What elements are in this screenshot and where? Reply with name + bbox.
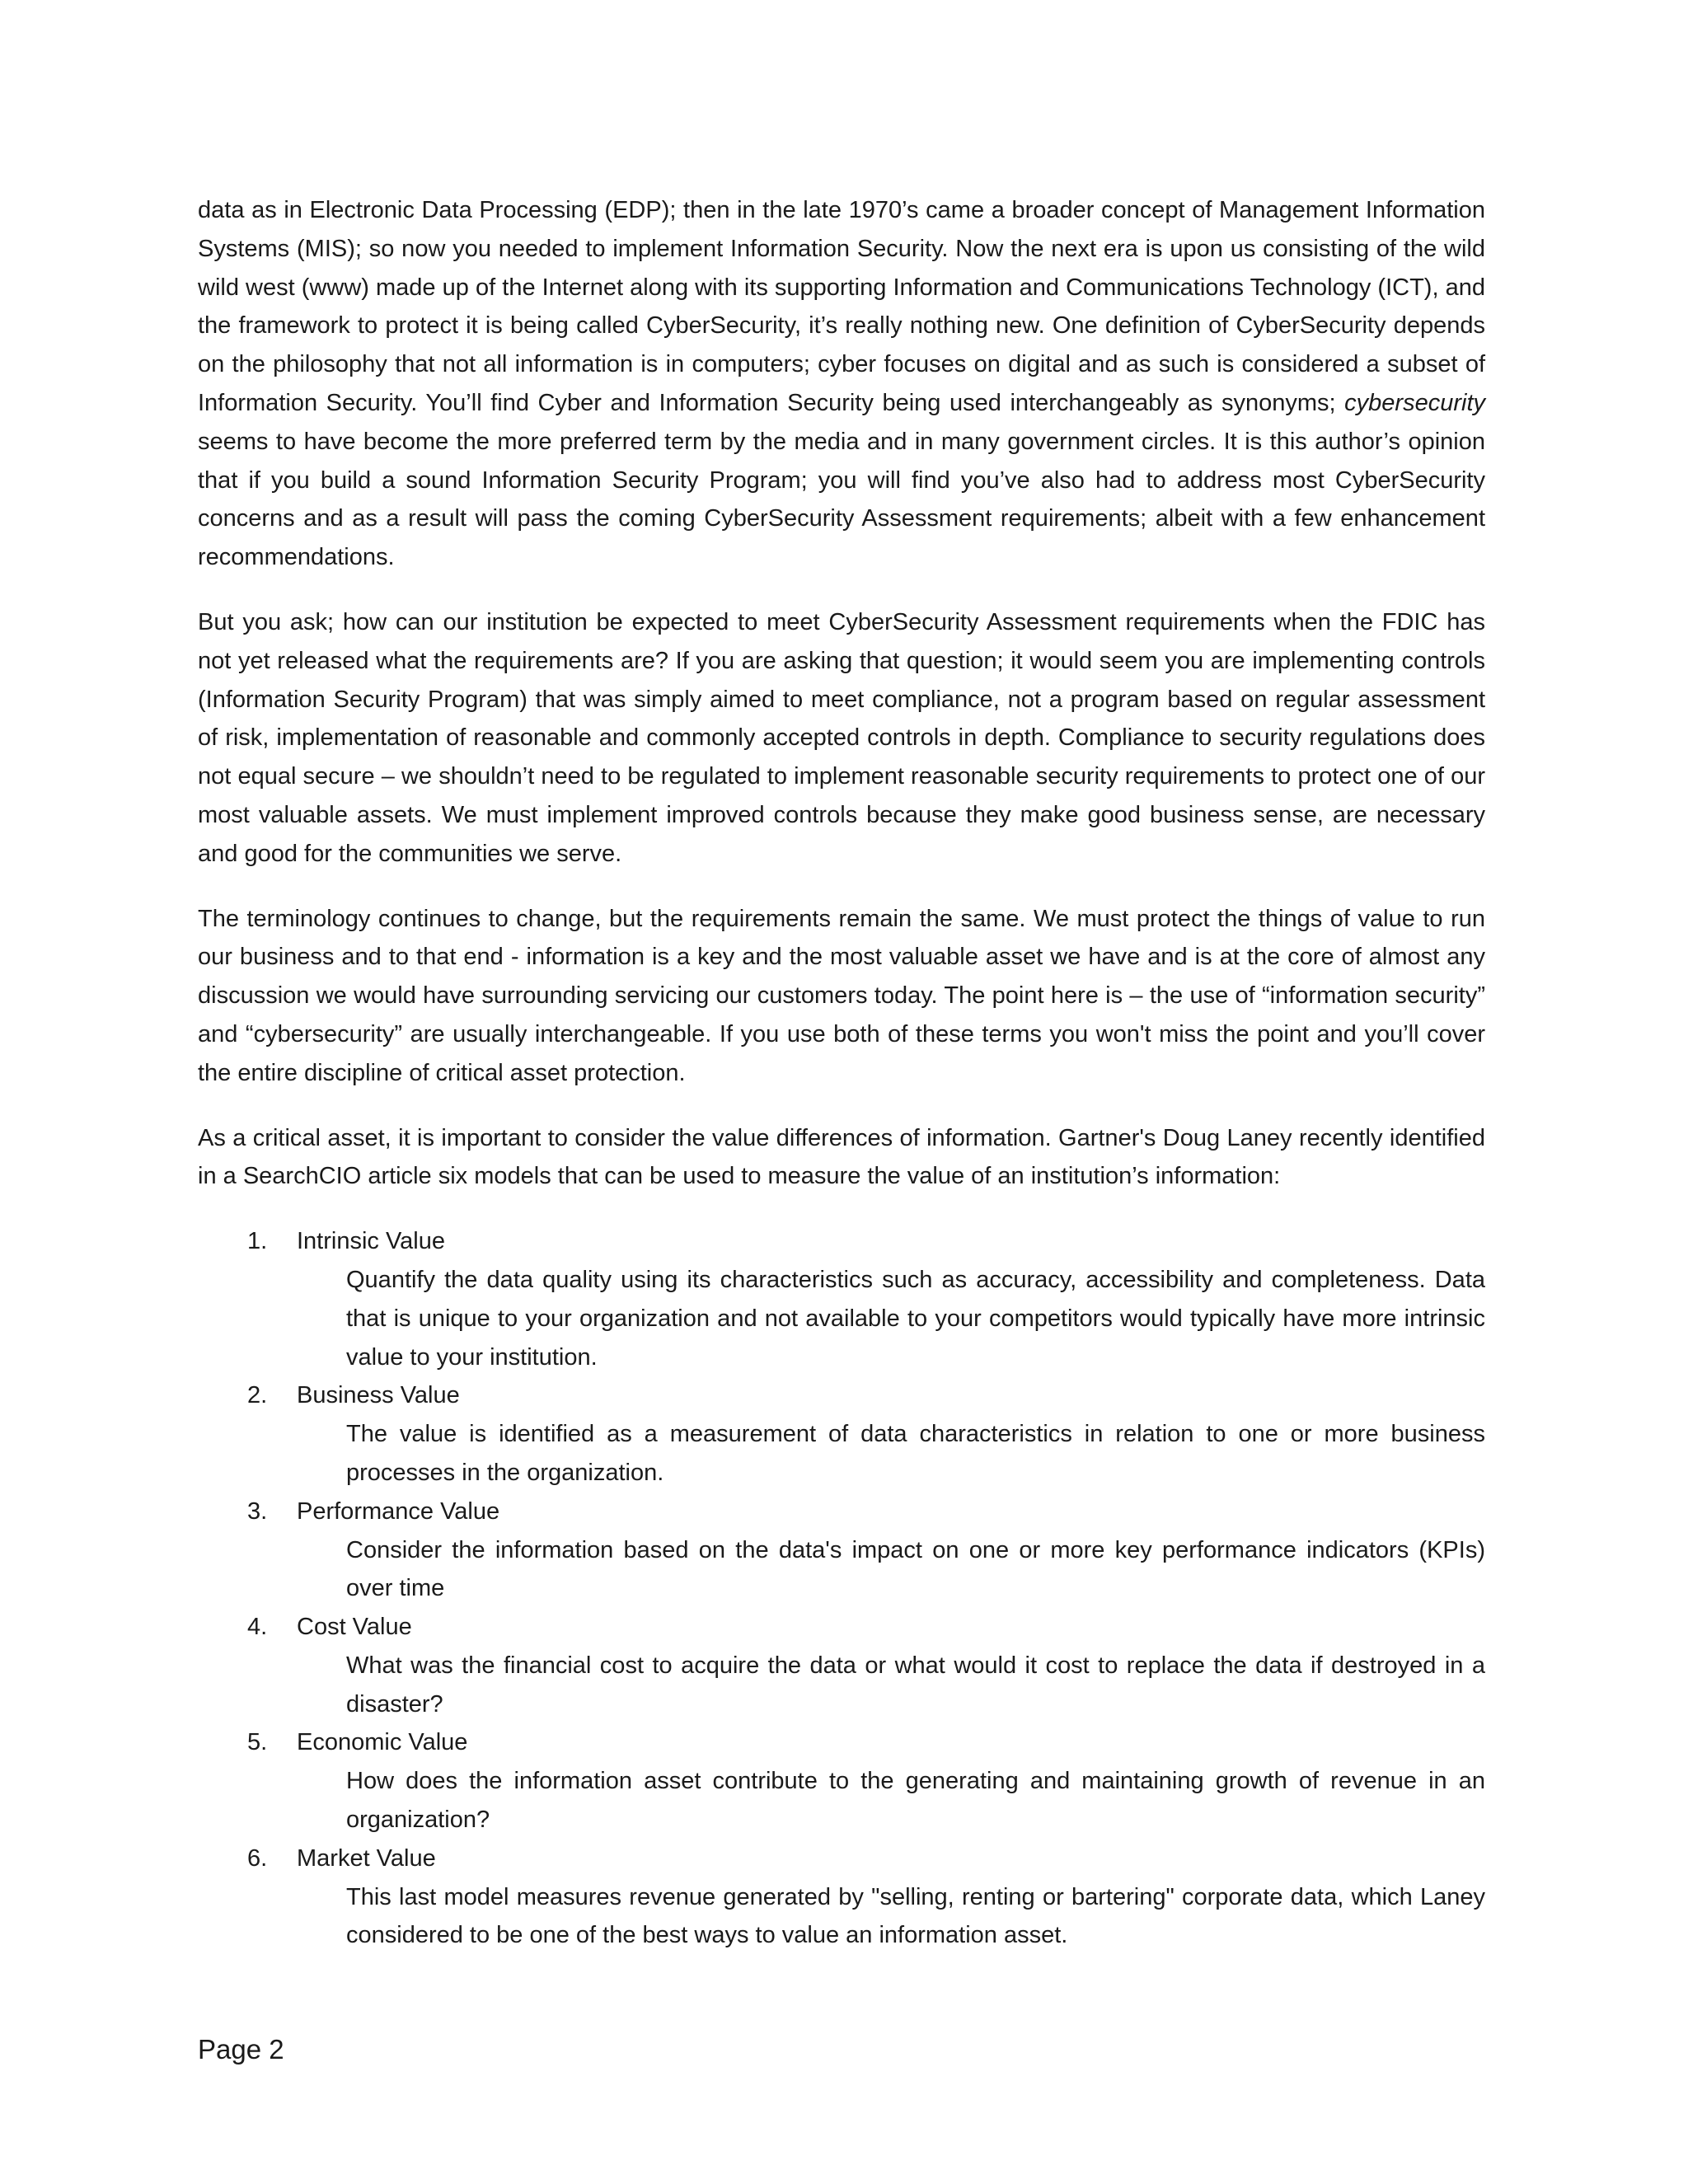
list-item-heading xyxy=(198,1222,1485,1261)
list-item-description: Quantify the data quality using its characteristics such as accuracy, accessibility and completeness. Data that is unique to your organization and not available to your competitors would typically have more intrinsic value to your institution. xyxy=(346,1266,1485,1371)
list-item xyxy=(198,1723,1485,1839)
list-item-description: How does the information asset contribute to the generating and maintaining growth of revenue in an organization? xyxy=(346,1768,1485,1834)
paragraph-terminology-history xyxy=(198,191,1485,577)
list-item-number: 5. xyxy=(247,1729,268,1756)
list-item-heading xyxy=(198,1376,1485,1415)
list-item-description: What was the financial cost to acquire the data or what would it cost to replace the data if destroyed in a disaster? xyxy=(346,1652,1485,1718)
paragraph-value-intro: As a critical asset, it is important to consider the value differences of information. Gartner's Doug Laney recently identified in a SearchCIO article six models that can be used to measure the value of an institution’s information: xyxy=(198,1124,1485,1190)
list-item-title: Business Value xyxy=(297,1382,460,1409)
list-item xyxy=(198,1840,1485,1955)
list-item-heading xyxy=(198,1723,1485,1762)
list-item xyxy=(198,1376,1485,1492)
emphasized-term: cybersecurity xyxy=(1344,389,1485,416)
list-item-description: This last model measures revenue generated by "selling, renting or bartering" corporate data, which Laney considered to be one of the best ways to value an information asset. xyxy=(346,1883,1485,1949)
list-item-number: 3. xyxy=(247,1497,268,1525)
list-item xyxy=(198,1222,1485,1376)
list-item-number: 2. xyxy=(247,1382,268,1409)
list-item-title: Economic Value xyxy=(297,1729,468,1756)
list-item-title: Performance Value xyxy=(297,1497,500,1525)
list-item-number: 6. xyxy=(247,1844,268,1872)
list-item-heading xyxy=(198,1840,1485,1878)
list-item-heading xyxy=(198,1493,1485,1531)
paragraph-text: seems to have become the more preferred term by the media and in many government circles. It is this author’s opinion that if you build a sound Information Security Program; you will find you’ve also had to address most CyberSecurity concerns and as a result will pass the coming CyberSecurity Assessment requirements; albeit with a few enhancement recommendations. xyxy=(198,428,1485,571)
list-item xyxy=(198,1608,1485,1723)
list-item-description: Consider the information based on the data's impact on one or more key performance indicators (KPIs) over time xyxy=(346,1536,1485,1602)
list-item-title: Cost Value xyxy=(297,1614,412,1641)
list-item-title: Intrinsic Value xyxy=(297,1228,445,1255)
document-body xyxy=(198,191,1485,1955)
list-item-title: Market Value xyxy=(297,1844,436,1872)
paragraph-compliance: But you ask; how can our institution be expected to meet CyberSecurity Assessment requirements when the FDIC has not yet released what the requirements are? If you are asking that question; it would seem you are implementing controls (Information Security Program) that was simply aimed to meet compliance, not a program based on regular assessment of risk, implementation of reasonable and commonly accepted controls in depth. Compliance to security regulations does not equal secure – we shouldn’t need to be regulated to implement reasonable security requirements to protect one of our most valuable assets. We must implement improved controls because they make good business sense, are necessary and good for the communities we serve. xyxy=(198,608,1485,867)
list-item-number: 1. xyxy=(247,1228,268,1255)
paragraph-text: data as in Electronic Data Processing (EDP); then in the late 1970’s came a broader concept of Management Information Systems (MIS); so now you needed to implement Information Security. Now the next era is upon us consisting of the wild wild west (www) made up of the Internet along with its supporting Information and Communications Technology (ICT), and the framework to protect it is being called CyberSecurity, it’s really nothing new. One definition of CyberSecurity depends on the philosophy that not all information is in computers; cyber focuses on digital and as such is considered a subset of Information Security. You’ll find Cyber and Information Security being used interchangeably as synonyms; xyxy=(198,197,1485,416)
paragraph-asset-protection: The terminology continues to change, but the requirements remain the same. We must protect the things of value to run our business and to that end - information is a key and the most valuable asset we have and is at the core of almost any discussion we would have surrounding servicing our customers today. The point here is – the use of “information security” and “cybersecurity” are usually interchangeable. If you use both of these terms you won't miss the point and you’ll cover the entire discipline of critical asset protection. xyxy=(198,905,1485,1086)
page-number: Page 2 xyxy=(198,2034,284,2064)
list-item-number: 4. xyxy=(247,1614,268,1641)
list-item-description: The value is identified as a measurement of data characteristics in relation to one or more business processes in the organization. xyxy=(346,1421,1485,1486)
value-model-list xyxy=(198,1222,1485,1955)
list-item-heading xyxy=(198,1608,1485,1647)
list-item xyxy=(198,1493,1485,1608)
